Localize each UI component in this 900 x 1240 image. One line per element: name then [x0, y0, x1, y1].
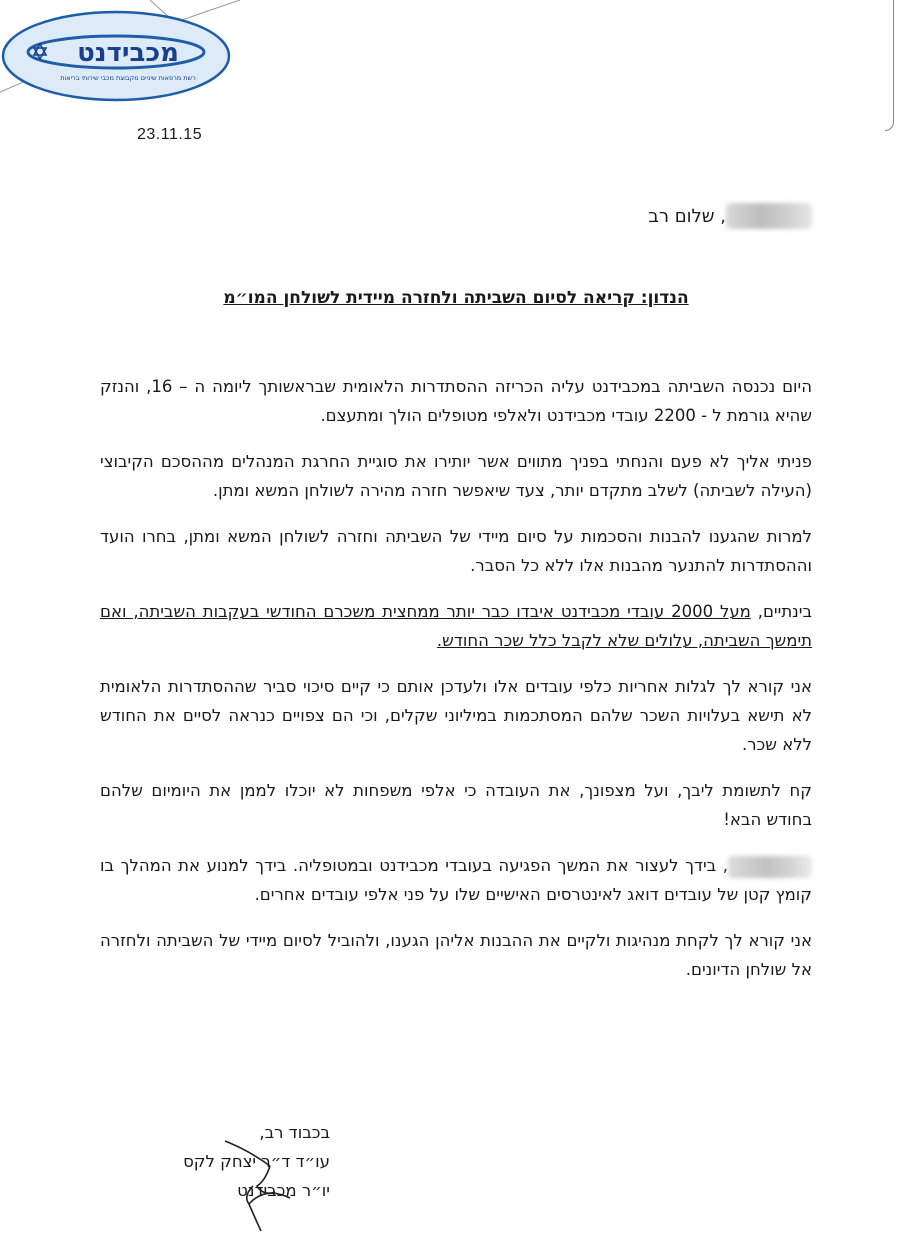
paragraph-4-underlined: מעל 2000 עובדי מכבידנט איבדו כבר יותר ממחצית משכרם החודשי בעקבות השביתה, ואם תימשך השביתה, עלולים שלא לקבל כלל שכר החודש. — [100, 602, 812, 650]
paragraph-6: קח לתשומת ליבך, ועל מצפונך, את העובדה כי אלפי משפחות לא יוכלו לממן את היומיום שלהם בחודש הבא! — [100, 781, 812, 829]
redacted-name — [726, 203, 812, 229]
paragraph-5: אני קורא לך לגלות אחריות כלפי עובדים אלו ולעדכן אותם כי קיים סיכוי סביר שההסתדרות הלאומית לא תישא בעלויות השכר שלהם המסתכמות במיליוני שקלים, וכי הם צפויים כנראה לסיים את החודש ללא שכר. — [100, 677, 812, 754]
page-edge — [885, 0, 894, 131]
greeting-text: , שלום רב — [648, 205, 726, 227]
paragraph-1: היום נכנסה השביתה במכבידנט עליה הכריזה ההסתדרות הלאומית שבראשותך ליומה ה – 16, והנזק שהיא גורמת ל - 2200 עובדי מכבידנט ולאלפי מטופלים הולך ומתעצם. — [100, 377, 812, 425]
paragraph-8: אני קורא לך לקחת מנהיגות ולקיים את ההבנות אליהן הגענו, ולהוביל לסיום מיידי של השביתה ולחזרה אל שולחן הדיונים. — [100, 931, 812, 979]
greeting-line — [100, 203, 812, 229]
company-logo — [0, 8, 232, 104]
letter-date: 23.11.15 — [137, 126, 203, 143]
svg-text:מכבידנט: מכבידנט — [77, 38, 179, 68]
paragraph-4 — [100, 597, 812, 655]
paragraph-4-lead: בינתיים, — [750, 602, 812, 621]
signature-name: עו״ד ד״ר יצחק לקס — [183, 1152, 330, 1171]
signature-block — [140, 1118, 330, 1205]
svg-text:רשת מרפאות שיניים מקבוצת מכבי: רשת מרפאות שיניים מקבוצת מכבי שירותי בריאות — [60, 74, 196, 82]
paragraph-7 — [100, 851, 812, 909]
redacted-name-inline — [728, 856, 812, 878]
signature-closing: בכבוד רב, — [259, 1123, 330, 1142]
letter-subject: הנדון: קריאה לסיום השביתה ולחזרה מיידית לשולחן המו״מ — [223, 288, 689, 308]
paragraph-7-text: , בידך לעצור את המשך הפגיעה בעובדי מכבידנט ובמטופליה. בידך למנוע את המהלך בו קומץ קטן של עובדים דואג לאינטרסים האישיים שלו על פני אלפי עובדים אחרים. — [100, 856, 812, 904]
signature-role: יו״ר מכבידנט — [237, 1181, 330, 1200]
letter-body — [100, 372, 812, 1001]
paragraph-2: פניתי אליך לא פעם והנחתי בפניך מתווים אשר יותירו את סוגיית החרגת המנהלים מההסכם הקיבוצי (העילה לשביתה) לשלב מתקדם יותר, צעד שיאפשר חזרה מהירה לשולחן המשא ומתן. — [100, 452, 812, 500]
paragraph-3: למרות שהגענו להבנות והסכמות על סיום מיידי של השביתה וחזרה לשולחן המשא ומתן, בחרו הועד וההסתדרות להתנער מהבנות אלו ללא כל הסבר. — [100, 527, 812, 575]
